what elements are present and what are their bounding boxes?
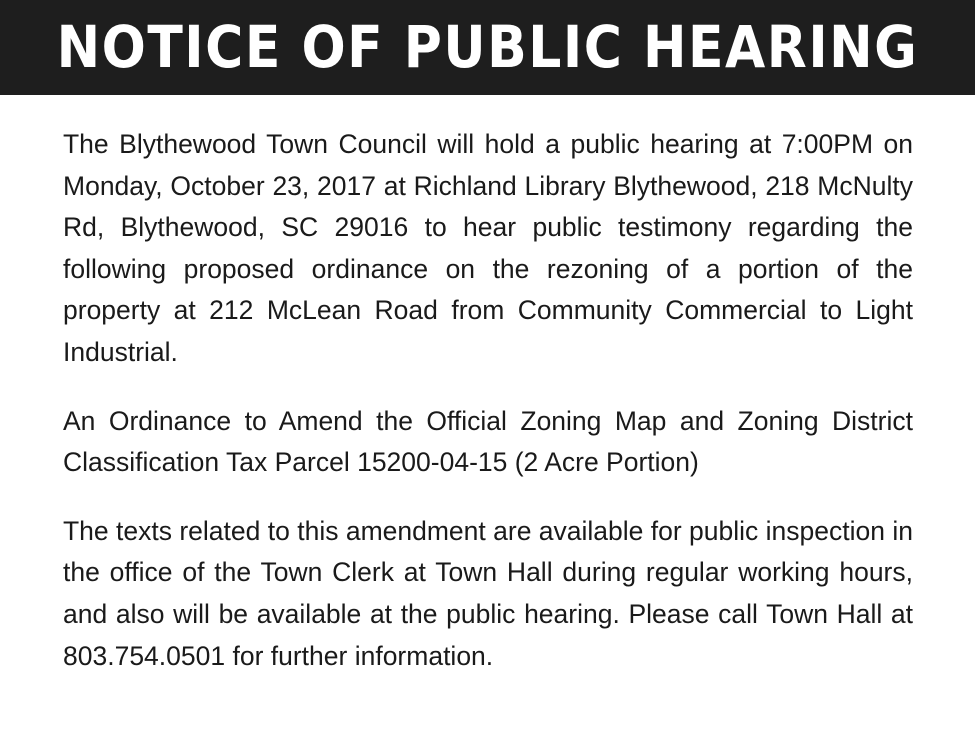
notice-body [63,124,913,704]
title-banner [0,0,975,95]
hearing-details-paragraph: The Blythewood Town Council will hold a public hearing at 7:00PM on Monday, October 23, 2017 at Richland Library Blythewood, 218 McNulty Rd, Blythewood, SC 29016 to hear public testimony regarding the following proposed ordinance on the rezoning of a portion of the property at 212 McLean Road from Community Commercial to Light Industrial. [63,129,913,367]
notice-title: NOTICE OF PUBLIC HEARING [56,13,919,82]
ordinance-title-paragraph: An Ordinance to Amend the Official Zoning Map and Zoning District Classification Tax Parcel 15200-04-15 (2 Acre Portion) [63,405,913,478]
inspection-info-paragraph: The texts related to this amendment are available for public inspection in the office of the Town Clerk at Town Hall during regular working hours, and also will be available at the public hearing. Please call Town Hall at 803.754.0501 for further information. [63,515,913,671]
